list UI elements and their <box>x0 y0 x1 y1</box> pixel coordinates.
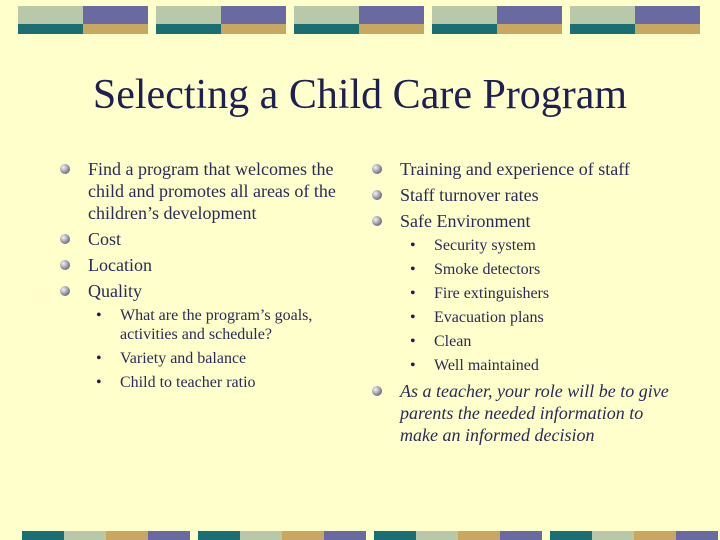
top-band-gold <box>497 24 562 34</box>
dot-bullet-icon: • <box>96 374 102 391</box>
sub-list-item: • What are the program’s goals, activities and schedule? <box>96 307 313 343</box>
left-sub-list <box>88 306 358 392</box>
top-band-teal <box>294 24 359 34</box>
bottom-decorative-band <box>0 531 720 540</box>
bottom-band-sage <box>592 531 634 540</box>
dot-bullet-icon: • <box>410 237 416 254</box>
sub-list-item: • Child to teacher ratio <box>96 374 256 391</box>
bottom-band-purple <box>148 531 190 540</box>
bottom-band-teal <box>374 531 416 540</box>
dot-bullet-icon: • <box>410 309 416 326</box>
bottom-band-purple <box>676 531 718 540</box>
sphere-bullet-icon <box>60 164 70 174</box>
list-item: Quality <box>58 280 358 302</box>
top-band-sage <box>432 6 497 24</box>
bottom-band-purple <box>500 531 542 540</box>
list-item: Find a program that welcomes the child and promotes all areas of the children’s development <box>58 158 358 224</box>
bottom-band-gold <box>634 531 676 540</box>
sub-list-item: • Clean <box>410 333 472 350</box>
bottom-band-teal <box>198 531 240 540</box>
dot-bullet-icon: • <box>96 350 102 367</box>
bottom-band-gold <box>282 531 324 540</box>
top-band-gold <box>359 24 424 34</box>
list-item: Cost <box>58 228 358 250</box>
top-band-sage <box>570 6 635 24</box>
closing-list <box>370 380 680 446</box>
sphere-bullet-icon <box>60 234 70 244</box>
sub-list-item: • Smoke detectors <box>410 261 541 278</box>
bottom-band-teal <box>550 531 592 540</box>
top-band-gold <box>83 24 148 34</box>
sphere-bullet-icon <box>372 216 382 226</box>
top-band-purple <box>635 6 700 24</box>
sphere-bullet-icon <box>60 286 70 296</box>
top-band-purple <box>497 6 562 24</box>
right-bullet-list <box>370 158 680 232</box>
bottom-band-sage <box>240 531 282 540</box>
left-bullet-list <box>58 158 358 302</box>
sphere-bullet-icon <box>372 386 382 396</box>
bottom-band-purple <box>324 531 366 540</box>
dot-bullet-icon: • <box>410 357 416 374</box>
right-sub-list <box>402 236 680 375</box>
bottom-band-sage <box>416 531 458 540</box>
top-band-teal <box>18 24 83 34</box>
top-band-sage <box>294 6 359 24</box>
list-item: Safe Environment <box>370 210 680 232</box>
sub-list-item: • Evacuation plans <box>410 309 544 326</box>
left-column <box>58 158 358 397</box>
dot-bullet-icon: • <box>410 333 416 350</box>
dot-bullet-icon: • <box>410 261 416 278</box>
sub-list-item: • Fire extinguishers <box>410 285 550 302</box>
sphere-bullet-icon <box>60 260 70 270</box>
list-item: Location <box>58 254 358 276</box>
closing-statement: As a teacher, your role will be to give parents the needed information to make an informed decision <box>370 380 680 446</box>
sphere-bullet-icon <box>372 164 382 174</box>
top-band-teal <box>570 24 635 34</box>
bottom-band-gold <box>106 531 148 540</box>
top-band-gold <box>635 24 700 34</box>
list-item: Training and experience of staff <box>370 158 680 180</box>
top-band-purple <box>221 6 286 24</box>
bottom-band-teal <box>22 531 64 540</box>
sub-list-item: • Variety and balance <box>96 350 247 367</box>
top-decorative-band <box>0 6 720 34</box>
bottom-band-sage <box>64 531 106 540</box>
top-band-gold <box>221 24 286 34</box>
top-band-teal <box>156 24 221 34</box>
right-column <box>370 158 680 450</box>
top-band-purple <box>83 6 148 24</box>
top-band-sage <box>18 6 83 24</box>
sub-list-item: • Well maintained <box>410 357 539 374</box>
top-band-sage <box>156 6 221 24</box>
sub-list-item: • Security system <box>410 237 536 254</box>
top-band-purple <box>359 6 424 24</box>
top-band-teal <box>432 24 497 34</box>
sphere-bullet-icon <box>372 190 382 200</box>
dot-bullet-icon: • <box>96 307 102 324</box>
list-item: Staff turnover rates <box>370 184 680 206</box>
slide-title: Selecting a Child Care Program <box>92 72 628 118</box>
bottom-band-gold <box>458 531 500 540</box>
dot-bullet-icon: • <box>410 285 416 302</box>
